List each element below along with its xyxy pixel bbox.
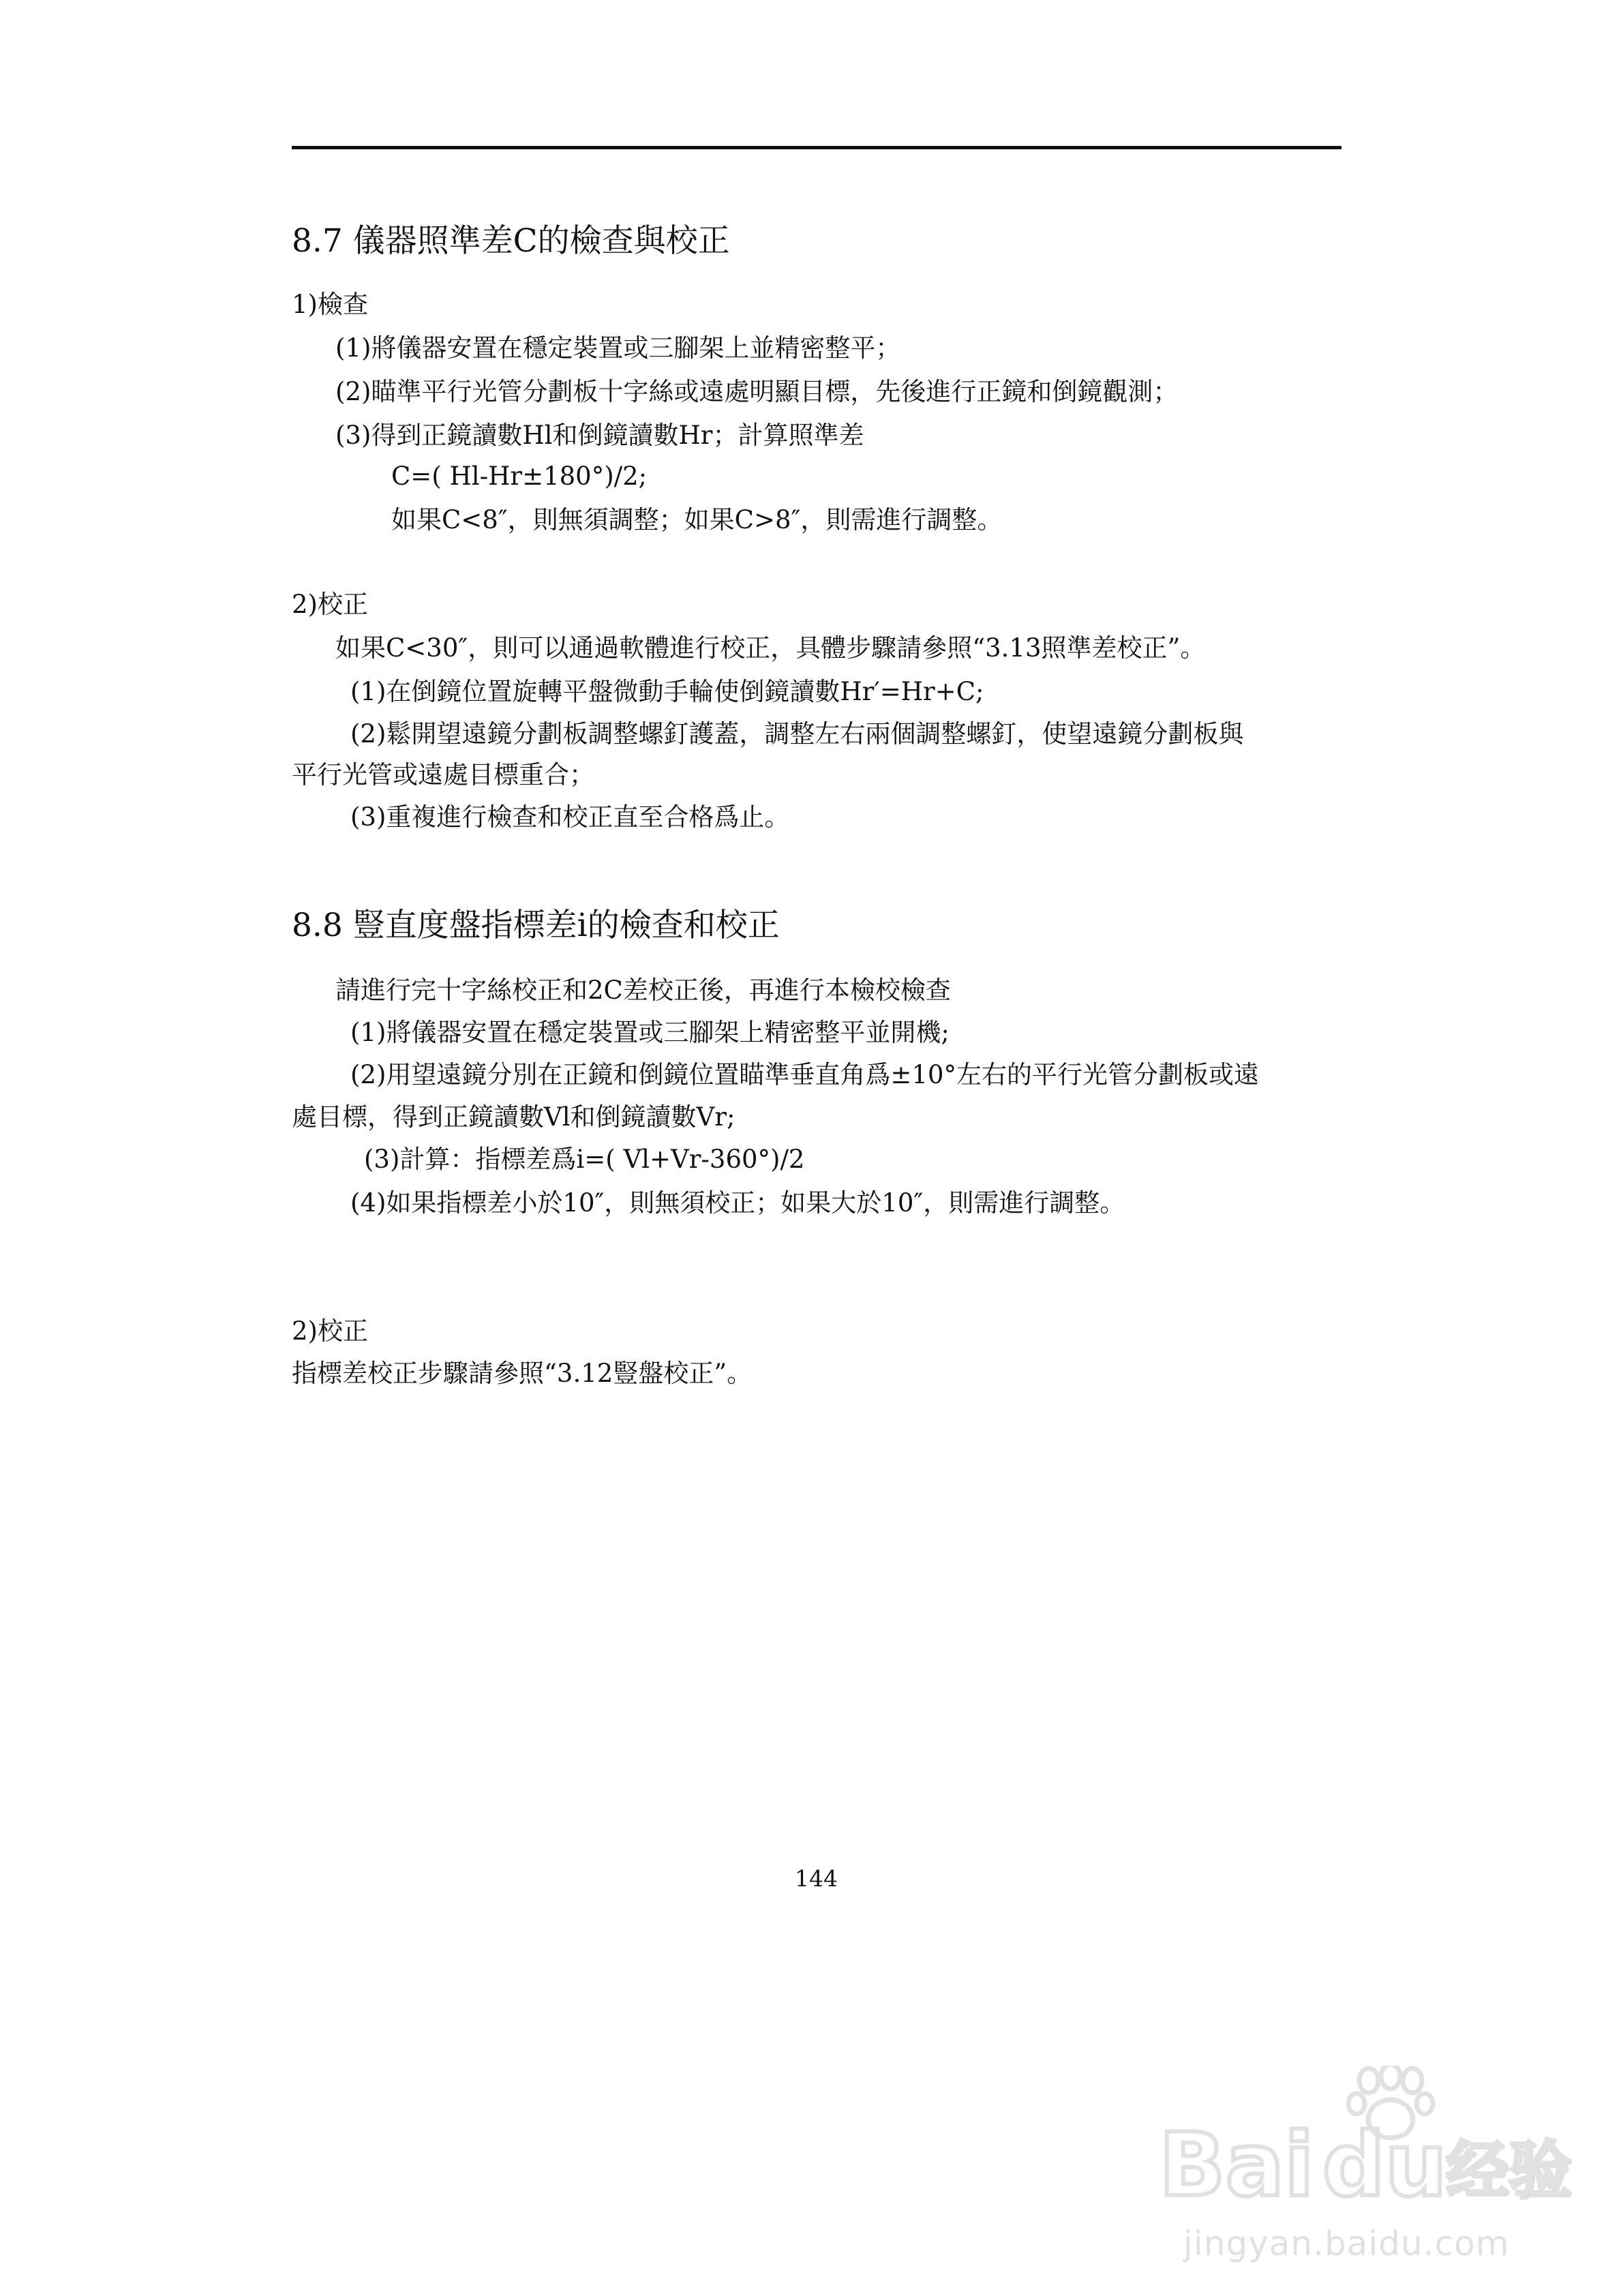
collimation-formula: C=( Hl-Hr±180°)/2;	[391, 462, 648, 491]
header-rule	[292, 146, 1341, 149]
check-step-1: (1)將儀器安置在穩定裝置或三腳架上並精密整平；	[335, 333, 901, 363]
vertical-step-2: (2)用望遠鏡分別在正鏡和倒鏡位置瞄準垂直角爲±10°左右的平行光管分劃板或遠	[350, 1060, 1259, 1089]
correct-intro-87: 如果C<30″，則可以通過軟體進行校正，具體步驟請參照“3.13照準差校正”。	[335, 633, 1206, 663]
section-8-8-intro: 請進行完十字絲校正和2C差校正後，再進行本檢校檢查	[335, 976, 951, 1005]
section-8-8-title: 8.8 豎直度盤指標差i的檢查和校正	[292, 907, 780, 944]
baidu-watermark	[1152, 2066, 1575, 2270]
correct-step-2-cont: 平行光管或遠處目標重合；	[292, 760, 594, 789]
check-step-3: (3)得到正鏡讀數Hl和倒鏡讀數Hr；計算照準差	[335, 421, 864, 450]
collimation-condition: 如果C<8″，則無須調整；如果C>8″，則需進行調整。	[391, 505, 1003, 534]
check-heading: 1)檢查	[292, 290, 368, 319]
correct-heading-87: 2)校正	[292, 590, 368, 619]
correct-heading-88: 2)校正	[292, 1316, 368, 1346]
correct-text-88: 指標差校正步驟請參照“3.12豎盤校正”。	[292, 1359, 753, 1388]
check-step-2: (2)瞄準平行光管分劃板十字絲或遠處明顯目標，先後進行正鏡和倒鏡觀測；	[335, 377, 1179, 406]
section-8-7-title: 8.7 儀器照準差C的檢查與校正	[292, 222, 730, 260]
page-number: 144	[795, 1865, 838, 1892]
vertical-step-3: (3)計算：指標差爲i=( Vl+Vr-360°)/2	[364, 1145, 805, 1174]
correct-step-3: (3)重複進行檢查和校正直至合格爲止。	[350, 802, 790, 832]
svg-text:经验: 经验	[1446, 2134, 1573, 2207]
svg-text:du: du	[1322, 2115, 1447, 2216]
vertical-step-1: (1)將儀器安置在穩定裝置或三腳架上精密整平並開機;	[350, 1018, 950, 1047]
svg-text:Bai: Bai	[1159, 2115, 1314, 2216]
vertical-step-4: (4)如果指標差小於10″，則無須校正；如果大於10″，則需進行調整。	[350, 1188, 1125, 1218]
watermark-url: jingyan.baidu.com	[1183, 2224, 1510, 2263]
correct-step-1: (1)在倒鏡位置旋轉平盤微動手輪使倒鏡讀數Hr′=Hr+C;	[350, 677, 984, 706]
baidu-jingyan-logo	[1152, 2066, 1575, 2216]
correct-step-2: (2)鬆開望遠鏡分劃板調整螺釘護蓋，調整左右兩個調整螺釘，使望遠鏡分劃板與	[350, 719, 1244, 749]
vertical-step-2-cont: 處目標，得到正鏡讀數Vl和倒鏡讀數Vr;	[292, 1102, 735, 1132]
